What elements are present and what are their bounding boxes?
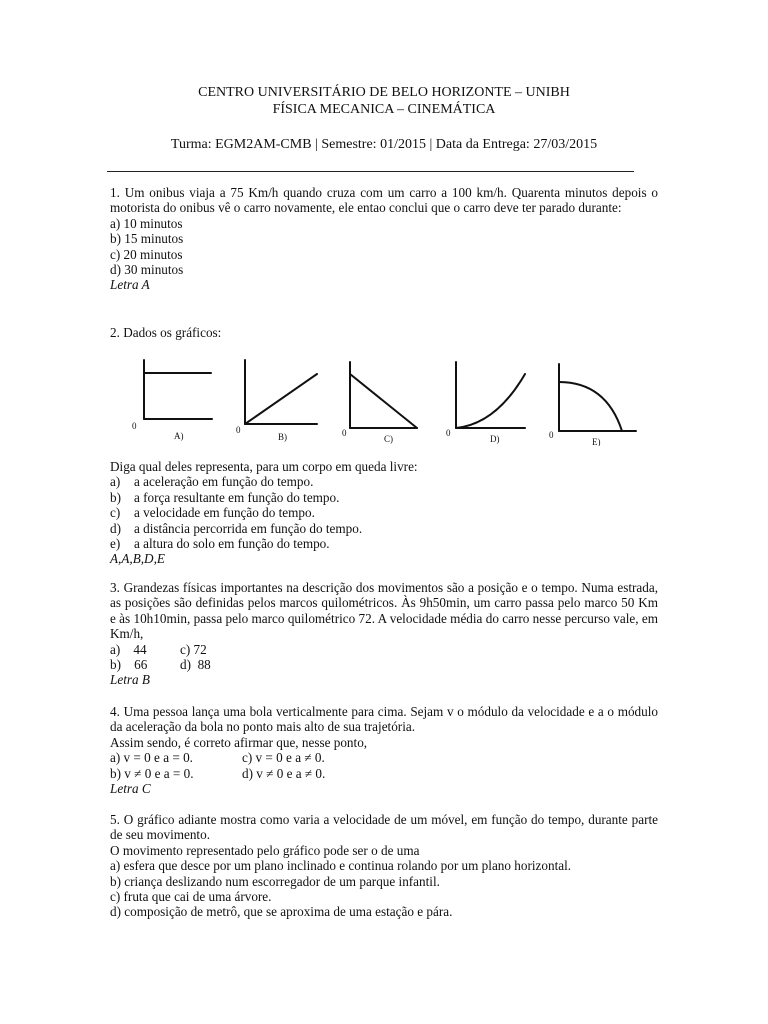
question-3-text: 3. Grandezas físicas importantes na descrição dos movimentos são a posição e o tempo. Numa estrada, as posições são definidas pelos marcos quilométricos. Às 9h50min, um carro passa pelo marco 50 Km e às 10h10min, passa pelo marco quilométrico 72. A velocidade média do carro nesse percurso vale, em Km/h, bbox=[110, 580, 658, 642]
graph-b-origin: 0 bbox=[236, 425, 241, 435]
graph-e-curve bbox=[559, 382, 622, 431]
graph-e bbox=[559, 364, 636, 431]
question-4 bbox=[110, 704, 658, 796]
question-2-option-b bbox=[110, 490, 658, 505]
graph-c-curve bbox=[350, 374, 417, 428]
question-1 bbox=[110, 185, 658, 293]
graph-d-origin: 0 bbox=[446, 428, 451, 438]
option-key: e) bbox=[110, 536, 121, 552]
graphs-figure bbox=[128, 356, 658, 446]
graph-d-curve bbox=[456, 374, 525, 428]
graph-c bbox=[350, 362, 417, 428]
graph-d-label: D) bbox=[490, 434, 500, 444]
question-1-option-b: b) 15 minutos bbox=[110, 231, 184, 247]
question-2-option-e bbox=[110, 536, 658, 551]
graph-b-label: B) bbox=[278, 432, 287, 442]
question-5-option-b: b) criança deslizando num escorregador de um parque infantil. bbox=[110, 873, 440, 889]
option-text: a altura do solo em função do tempo. bbox=[134, 536, 330, 552]
graph-e-origin: 0 bbox=[549, 430, 554, 440]
question-3-option-b: b) 66 bbox=[110, 657, 148, 673]
graph-d bbox=[456, 362, 525, 428]
question-4-answer: Letra C bbox=[110, 781, 151, 797]
option-text: a força resultante em função do tempo. bbox=[134, 489, 340, 505]
graph-a-label: A) bbox=[174, 431, 184, 441]
question-4-options-row-1 bbox=[110, 750, 658, 765]
question-1-option-d: d) 30 minutos bbox=[110, 262, 184, 278]
question-1-text: 1. Um onibus viaja a 75 Km/h quando cruza com um carro a 100 km/h. Quarenta minutos depois o motorista do onibus vê o carro novamente, ele entao conclui que o carro deve ter parado durante: bbox=[110, 185, 658, 216]
option-key: b) bbox=[110, 489, 121, 505]
option-key: d) bbox=[110, 520, 121, 536]
graph-b bbox=[245, 360, 317, 424]
question-3-option-a: a) 44 bbox=[110, 641, 147, 657]
question-3-answer: Letra B bbox=[110, 672, 150, 688]
question-3-option-d: d) 88 bbox=[180, 657, 211, 673]
institution-title: CENTRO UNIVERSITÁRIO DE BELO HORIZONTE – UNIBH bbox=[198, 85, 570, 100]
graph-b-curve bbox=[245, 374, 317, 424]
question-4-line-2: Assim sendo, é correto afirmar que, nesse ponto, bbox=[110, 734, 368, 750]
header-divider bbox=[107, 171, 634, 172]
graphs-svg bbox=[128, 356, 658, 446]
question-4-option-c: c) v = 0 e a ≠ 0. bbox=[242, 750, 325, 766]
question-5-text: 5. O gráfico adiante mostra como varia a velocidade de um móvel, em função do tempo, durante parte de seu movimento. bbox=[110, 812, 658, 843]
question-3 bbox=[110, 580, 658, 688]
question-2-option-c bbox=[110, 505, 658, 520]
question-1-answer: Letra A bbox=[110, 277, 150, 293]
course-info: Turma: EGM2AM-CMB | Semestre: 01/2015 | Data da Entrega: 27/03/2015 bbox=[170, 137, 598, 152]
question-3-option-c: c) 72 bbox=[180, 641, 207, 657]
question-3-options-row-2 bbox=[110, 657, 658, 672]
question-4-options-row-2 bbox=[110, 766, 658, 781]
option-text: a distância percorrida em função do tempo. bbox=[134, 520, 363, 536]
question-4-text: 4. Uma pessoa lança uma bola verticalmente para cima. Sejam v o módulo da velocidade e a o módulo da aceleração da bola no ponto mais alto de sua trajetória. bbox=[110, 704, 658, 735]
question-2-option-a bbox=[110, 474, 658, 489]
graph-c-label: C) bbox=[384, 434, 393, 444]
question-5 bbox=[110, 812, 658, 920]
question-2-intro: 2. Dados os gráficos: bbox=[110, 325, 222, 340]
question-5-option-c: c) fruta que cai de uma árvore. bbox=[110, 889, 272, 905]
graph-a bbox=[144, 360, 212, 419]
graph-a-origin: 0 bbox=[132, 421, 137, 431]
question-5-line-2: O movimento representado pelo gráfico pode ser o de uma bbox=[110, 842, 420, 858]
graph-e-label: E) bbox=[592, 437, 601, 446]
question-4-option-a: a) v = 0 e a = 0. bbox=[110, 750, 193, 766]
question-2-body bbox=[110, 459, 658, 567]
option-key: a) bbox=[110, 474, 121, 490]
subject-title: FÍSICA MECANICA – CINEMÁTICA bbox=[272, 102, 496, 117]
option-text: a aceleração em função do tempo. bbox=[134, 474, 314, 490]
question-4-option-d: d) v ≠ 0 e a ≠ 0. bbox=[242, 765, 326, 781]
question-3-options-row-1 bbox=[110, 642, 658, 657]
question-1-option-a: a) 10 minutos bbox=[110, 215, 183, 231]
option-text: a velocidade em função do tempo. bbox=[134, 505, 315, 521]
option-key: c) bbox=[110, 505, 121, 521]
question-1-option-c: c) 20 minutos bbox=[110, 246, 183, 262]
question-5-option-d: d) composição de metrô, que se aproxima de uma estação e pára. bbox=[110, 904, 453, 920]
question-4-option-b: b) v ≠ 0 e a = 0. bbox=[110, 765, 194, 781]
question-2-option-d bbox=[110, 521, 658, 536]
question-5-option-a: a) esfera que desce por um plano inclinado e continua rolando por um plano horizontal. bbox=[110, 858, 572, 874]
question-2-prompt: Diga qual deles representa, para um corpo em queda livre: bbox=[110, 459, 418, 474]
question-2-answer: A,A,B,D,E bbox=[110, 551, 165, 567]
graph-c-origin: 0 bbox=[342, 428, 347, 438]
